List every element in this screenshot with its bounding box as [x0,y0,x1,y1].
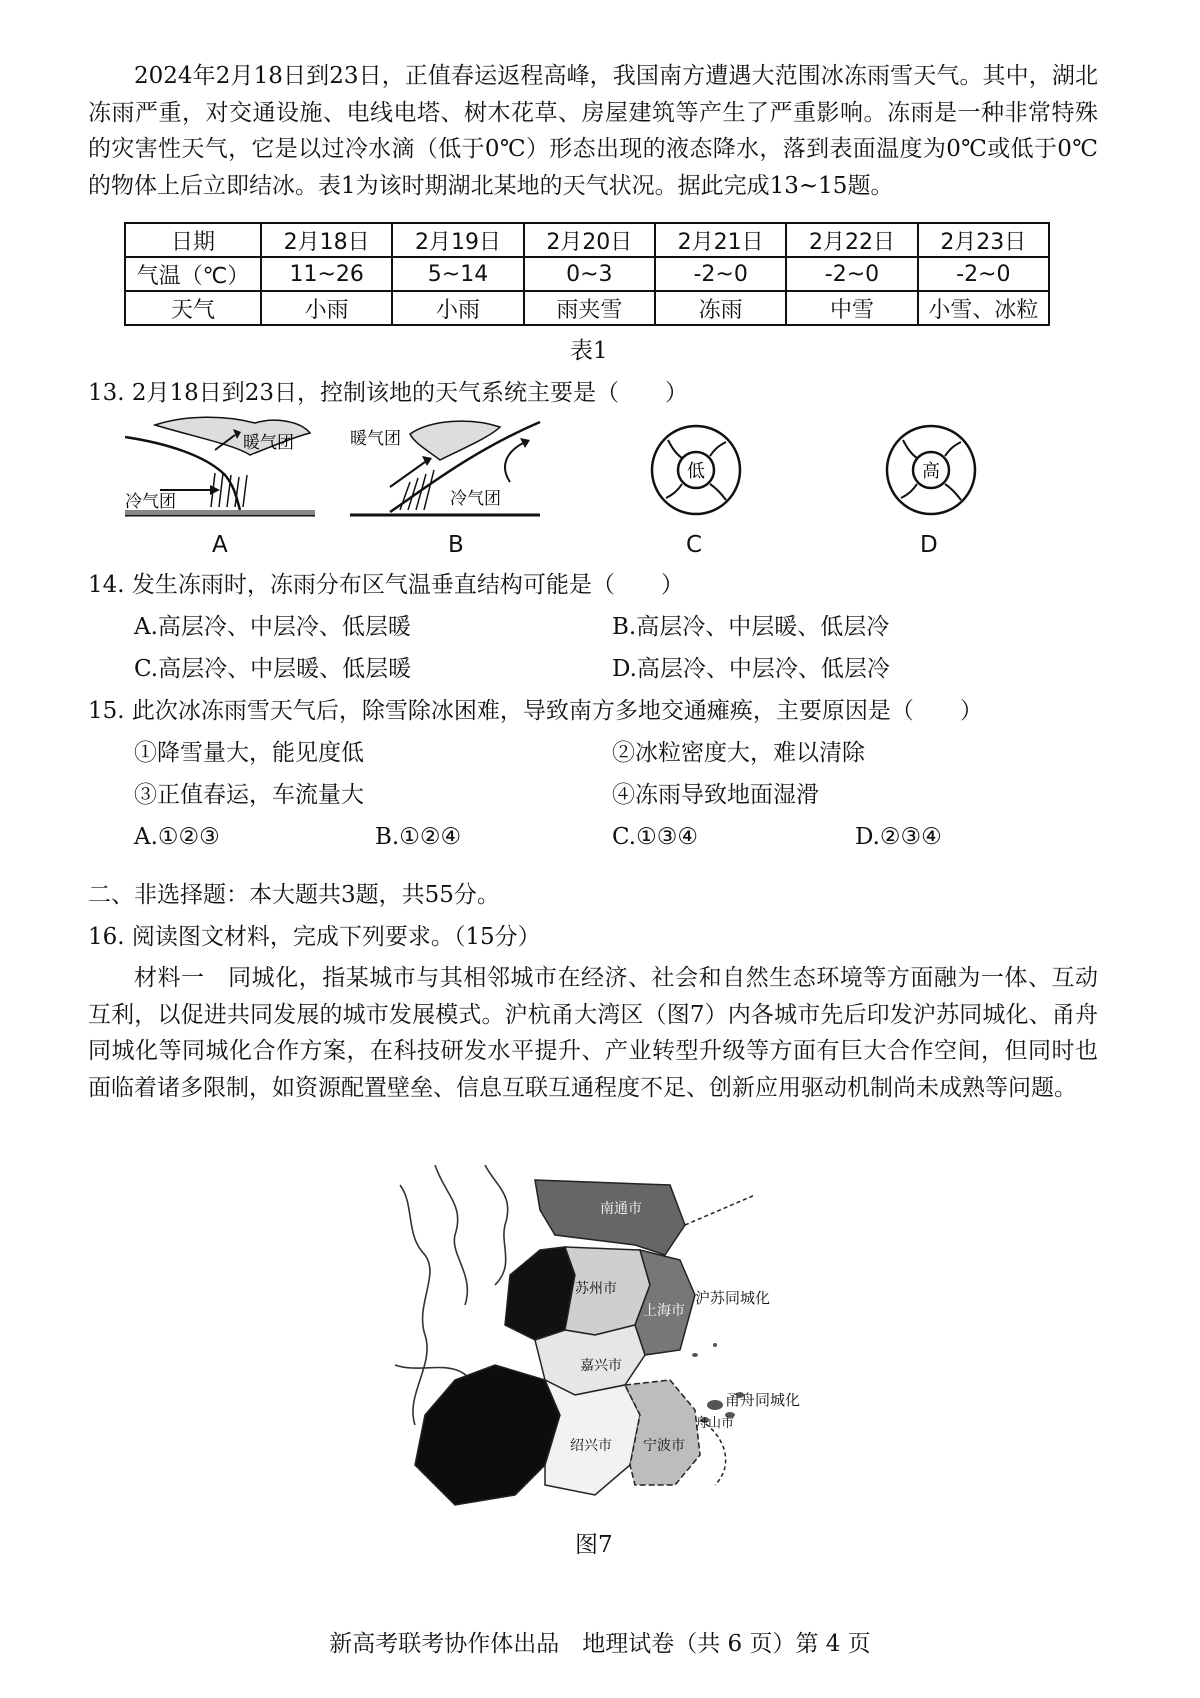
q14-stem: 14. 发生冻雨时，冻雨分布区气温垂直结构可能是（ ） [88,572,684,598]
map-label-husu: 沪苏同城化 [695,1289,771,1307]
table-cell: 中雪 [786,291,917,325]
q15-item-3: ③正值春运，车流量大 [134,782,364,808]
hangzhou-region [415,1365,560,1505]
intro-paragraph: 2024年2月18日到23日，正值春运返程高峰，我国南方遭遇大范围冰冻雨雪天气。其中，湖北冻雨严重，对交通设施、电线电塔、树木花草、房屋建筑等产生了严重影响。冻雨是一种非常特殊的灾害性天气，它是以过冷水滴（低于0℃）形态出现的液态降水，落到表面温度为0℃或低于0℃的物体上后立即结冰。表1为该时期湖北某地的天气状况。据此完成13~15题。 [88,63,1098,199]
q14-option-b: B.高层冷、中层暖、低层冷 [612,614,890,640]
material-1-paragraph: 材料一 同城化，指某城市与其相邻城市在经济、社会和自然生态环境等方面融为一体、互动互利，以促进共同发展的城市发展模式。沪杭甬大湾区（图7）内各城市先后印发沪苏同城化、甬舟同城化等同城化合作方案，在科技研发水平提升、产业转型升级等方面有巨大合作空间，但同时也面临着诸多限制，如资源配置壁垒、信息互联互通程度不足、创新应用驱动机制尚未成熟等问题。 [88,965,1098,1101]
weather-table [124,222,1050,326]
map-label-yongzhou: 甬舟同城化 [725,1391,801,1409]
q14-option-d: D.高层冷、中层冷、低层冷 [612,656,890,682]
warm-air-label: 暖气团 [243,433,294,453]
low-pressure-diagram [648,422,744,518]
table-cell: 0~3 [524,257,655,291]
q14-option-a: A.高层冷、中层冷、低层暖 [134,614,411,640]
cold-air-label: 冷气团 [450,489,501,509]
section-2-heading: 二、非选择题：本大题共3题，共55分。 [88,882,500,908]
cold-front-diagram [125,415,320,525]
row-label: 气温（℃） [125,257,261,291]
table-cell: 小雪、冰粒 [918,291,1049,325]
option-b-letter: B [448,532,464,558]
option-d-letter: D [920,532,938,558]
row-label: 天气 [125,291,261,325]
warm-air-label: 暖气团 [350,429,401,449]
q15-item-1: ①降雪量大，能见度低 [134,740,364,766]
figure-caption: 图7 [575,1532,613,1558]
q14-option-c: C.高层冷、中层暖、低层暖 [134,656,412,682]
table-cell: 小雨 [392,291,523,325]
table-cell: 雨夹雪 [524,291,655,325]
q15-item-4: ④冻雨导致地面湿滑 [612,782,819,808]
table-cell: 11~26 [261,257,392,291]
q15-option-a: A.①②③ [134,824,220,850]
q15-stem: 15. 此次冰冻雨雪天气后，除雪除冰困难，导致南方多地交通瘫痪，主要原因是（ ） [88,698,983,724]
row-label: 日期 [125,223,261,257]
map-label-jiaxing: 嘉兴市 [580,1358,622,1374]
table-cell: 小雨 [261,291,392,325]
table-cell: -2~0 [786,257,917,291]
table-cell: 2月19日 [392,223,523,257]
table-cell: 冻雨 [655,291,786,325]
table-row [125,257,1049,291]
table-cell: 2月21日 [655,223,786,257]
table-row [125,291,1049,325]
q15-item-2: ②冰粒密度大，难以清除 [612,740,865,766]
q16-stem: 16. 阅读图文材料，完成下列要求。（15分） [88,924,541,950]
warm-front-diagram [350,412,545,524]
q15-option-d: D.②③④ [855,824,942,850]
cold-air-label: 冷气团 [125,492,176,512]
low-center-label: 低 [687,461,705,482]
bay-area-map [395,1165,825,1535]
map-label-suzhou: 苏州市 [575,1281,617,1297]
wuxi-region [505,1247,575,1340]
high-pressure-diagram [883,422,979,518]
table-cell: 2月18日 [261,223,392,257]
table-cell: -2~0 [918,257,1049,291]
map-label-shanghai: 上海市 [643,1303,685,1319]
table-cell: 2月23日 [918,223,1049,257]
map-label-shaoxing: 绍兴市 [570,1438,612,1454]
table-cell: 5~14 [392,257,523,291]
ningbo-region [625,1380,700,1485]
q15-option-b: B.①②④ [375,824,462,850]
table-cell: -2~0 [655,257,786,291]
nantong-region [535,1180,685,1255]
table-cell: 2月20日 [524,223,655,257]
high-center-label: 高 [922,461,940,482]
q15-option-c: C.①③④ [612,824,698,850]
table-cell: 2月22日 [786,223,917,257]
table-row [125,223,1049,257]
page-footer: 新高考联考协作体出品 地理试卷（共 6 页）第 4 页 [329,1631,871,1657]
map-label-ningbo: 宁波市 [643,1438,685,1454]
option-a-letter: A [212,532,228,558]
map-label-nantong: 南通市 [600,1201,642,1217]
table-caption: 表1 [570,338,608,364]
q13-stem: 13. 2月18日到23日，控制该地的天气系统主要是（ ） [88,380,689,406]
option-c-letter: C [686,532,703,558]
map-label-zhoushan: 舟山市 [695,1416,735,1431]
